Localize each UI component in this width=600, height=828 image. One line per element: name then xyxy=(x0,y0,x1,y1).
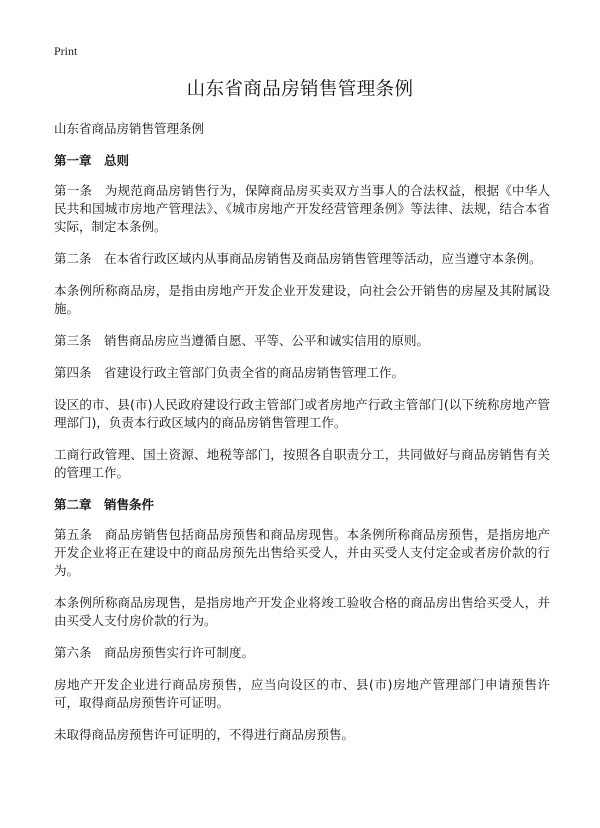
article-5-paragraph-2: 本条例所称商品房现售，是指房地产开发企业将竣工验收合格的商品房出售给买受人，并由买受人支付房价款的行为。 xyxy=(54,595,550,628)
article-6: 第六条 商品房预售实行许可制度。 xyxy=(54,645,255,660)
print-link[interactable]: Print xyxy=(54,44,78,58)
document-content xyxy=(54,120,550,758)
article-4-paragraph-3: 工商行政管理、国土资源、地税等部门，按照各自职责分工，共同做好与商品房销售有关的管理工作。 xyxy=(54,447,550,480)
chapter-1-heading: 第一章 总则 xyxy=(54,153,130,168)
article-6-paragraph-2: 房地产开发企业进行商品房预售，应当向设区的市、县(市)房地产管理部门申请预售许可，取得商品房预售许可证明。 xyxy=(54,677,550,710)
document-subtitle: 山东省商品房销售管理条例 xyxy=(54,121,205,136)
article-4: 第四条 省建设行政主管部门负责全省的商品房销售管理工作。 xyxy=(54,365,405,380)
chapter-2-heading: 第二章 销售条件 xyxy=(54,497,155,512)
article-2-paragraph-2: 本条例所称商品房，是指由房地产开发企业开发建设，向社会公开销售的房屋及其附属设施。 xyxy=(54,283,550,316)
document-title: 山东省商品房销售管理条例 xyxy=(186,79,414,100)
article-6-paragraph-3: 未取得商品房预售许可证明的，不得进行商品房预售。 xyxy=(54,727,355,742)
article-5: 第五条 商品房销售包括商品房预售和商品房现售。本条例所称商品房预售，是指房地产开发企业将正在建设中的商品房预先出售给买受人，并由买受人支付定金或者房价款的行为。 xyxy=(54,527,550,578)
article-1: 第一条 为规范商品房销售行为，保障商品房买卖双方当事人的合法权益，根据《中华人民共和国城市房地产管理法》、《城市房地产开发经营管理条例》等法律、法规，结合本省实际，制定本条例。 xyxy=(54,183,550,234)
article-2: 第二条 在本省行政区域内从事商品房销售及商品房销售管理等活动，应当遵守本条例。 xyxy=(54,251,542,266)
article-4-paragraph-2: 设区的市、县(市)人民政府建设行政主管部门或者房地产行政主管部门(以下统称房地产管理部门)，负责本行政区域内的商品房销售管理工作。 xyxy=(54,397,550,430)
article-3: 第三条 销售商品房应当遵循自愿、平等、公平和诚实信用的原则。 xyxy=(54,333,430,348)
